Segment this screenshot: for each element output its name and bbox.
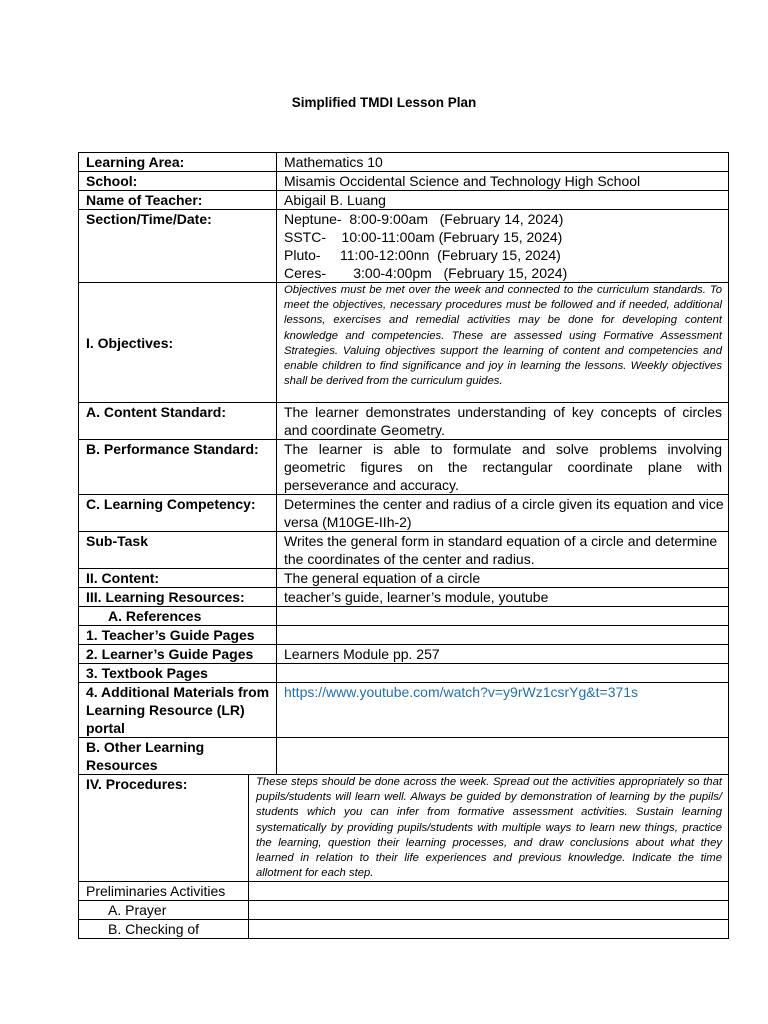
row-section: [79, 210, 729, 283]
row-preliminaries: [79, 882, 729, 901]
label-tg-pages: 1. Teacher’s Guide Pages: [79, 626, 277, 645]
value-prayer: [249, 901, 729, 920]
value-tg-pages: [277, 626, 729, 645]
label-section: Section/Time/Date:: [79, 210, 277, 283]
label-prayer: A. Prayer: [79, 901, 249, 920]
value-objectives: Objectives must be met over the week and connected to the curriculum standards. To meet the objectives, necessary procedures must be followed and if needed, additional lessons, exercises and remedial activities may be done for developing content knowledge and competencies. These are assessed using Formative Assessment Strategies. Valuing objectives support the learning of content and competencies and enable children to find significance and joy in learning the lessons. Weekly objectives shall be derived from the curriculum guides.: [277, 283, 729, 403]
label-objectives: I. Objectives:: [79, 283, 277, 403]
label-tb-pages: 3. Textbook Pages: [79, 664, 277, 683]
label-school: School:: [79, 172, 277, 191]
row-content-standard: [79, 403, 729, 440]
row-learning-area: [79, 153, 729, 172]
label-resources: III. Learning Resources:: [79, 588, 277, 607]
value-section: [277, 210, 729, 283]
value-content: The general equation of a circle: [277, 569, 729, 588]
label-references: A. References: [79, 607, 277, 626]
value-content-standard: The learner demonstrates understanding of key concepts of circles and coordinate Geometry.: [277, 403, 729, 440]
schedule-line: Ceres- 3:00-4:00pm (February 15, 2024): [284, 265, 568, 281]
row-teacher: [79, 191, 729, 210]
label-additional: 4. Additional Materials from Learning Resource (LR) portal: [79, 683, 277, 738]
value-tb-pages: [277, 664, 729, 683]
row-lg-pages: [79, 645, 729, 664]
label-preliminaries: Preliminaries Activities: [79, 882, 249, 901]
label-competency: C. Learning Competency:: [79, 495, 277, 532]
value-preliminaries: [249, 882, 729, 901]
schedule-line: Pluto- 11:00-12:00nn (February 15, 2024): [284, 247, 561, 263]
row-content: [79, 569, 729, 588]
value-resources: teacher’s guide, learner’s module, youtube: [277, 588, 729, 607]
value-performance-standard: The learner is able to formulate and solve problems involving geometric figures on the rectangular coordinate plane with perseverance and accuracy.: [277, 440, 729, 495]
label-other: B. Other Learning Resources: [79, 738, 277, 775]
label-learning-area: Learning Area:: [79, 153, 277, 172]
value-references: [277, 607, 729, 626]
youtube-link[interactable]: https://www.youtube.com/watch?v=y9rWz1csrYg&t=371s: [277, 683, 729, 738]
label-lg-pages: 2. Learner’s Guide Pages: [79, 645, 277, 664]
row-checking: [79, 920, 729, 939]
value-competency: Determines the center and radius of a circle given its equation and vice versa (M10GE-IIh-2): [277, 495, 729, 532]
value-subtask: Writes the general form in standard equation of a circle and determine the coordinates of the center and radius.: [277, 532, 729, 569]
schedule-line: SSTC- 10:00-11:00am (February 15, 2024): [284, 229, 563, 245]
row-references: [79, 607, 729, 626]
row-prayer: [79, 901, 729, 920]
row-procedures: [79, 775, 729, 882]
page-title: Simplified TMDI Lesson Plan: [291, 95, 477, 110]
value-lg-pages: Learners Module pp. 257: [277, 645, 729, 664]
row-school: [79, 172, 729, 191]
label-performance-standard: B. Performance Standard:: [79, 440, 277, 495]
row-subtask: [79, 532, 729, 569]
value-teacher: Abigail B. Luang: [277, 191, 729, 210]
row-objectives: [79, 283, 729, 403]
value-checking: [249, 920, 729, 939]
label-procedures: IV. Procedures:: [79, 775, 249, 882]
value-learning-area: Mathematics 10: [277, 153, 729, 172]
label-checking: B. Checking of: [79, 920, 249, 939]
label-content: II. Content:: [79, 569, 277, 588]
label-content-standard: A. Content Standard:: [79, 403, 277, 440]
label-teacher: Name of Teacher:: [79, 191, 277, 210]
row-performance-standard: [79, 440, 729, 495]
row-resources: [79, 588, 729, 607]
row-tg-pages: [79, 626, 729, 645]
row-other: [79, 738, 729, 775]
value-procedures: These steps should be done across the week. Spread out the activities appropriately so that pupils/students will learn well. Always be guided by demonstration of learning by the pupils/ students which you can infer from formative assessment activities. Sustain learning systematically by providing pupils/students with multiple ways to learn new things, practice the learning, question their learning processes, and draw conclusions about what they learned in relation to their life experiences and previous knowledge. Indicate the time allotment for each step.: [249, 775, 729, 882]
lesson-plan-table: [78, 152, 729, 939]
value-other: [277, 738, 729, 775]
value-school: Misamis Occidental Science and Technology High School: [277, 172, 729, 191]
label-subtask: Sub-Task: [79, 532, 277, 569]
schedule-line: Neptune- 8:00-9:00am (February 14, 2024): [284, 211, 564, 227]
row-competency: [79, 495, 729, 532]
row-additional: [79, 683, 729, 738]
row-tb-pages: [79, 664, 729, 683]
